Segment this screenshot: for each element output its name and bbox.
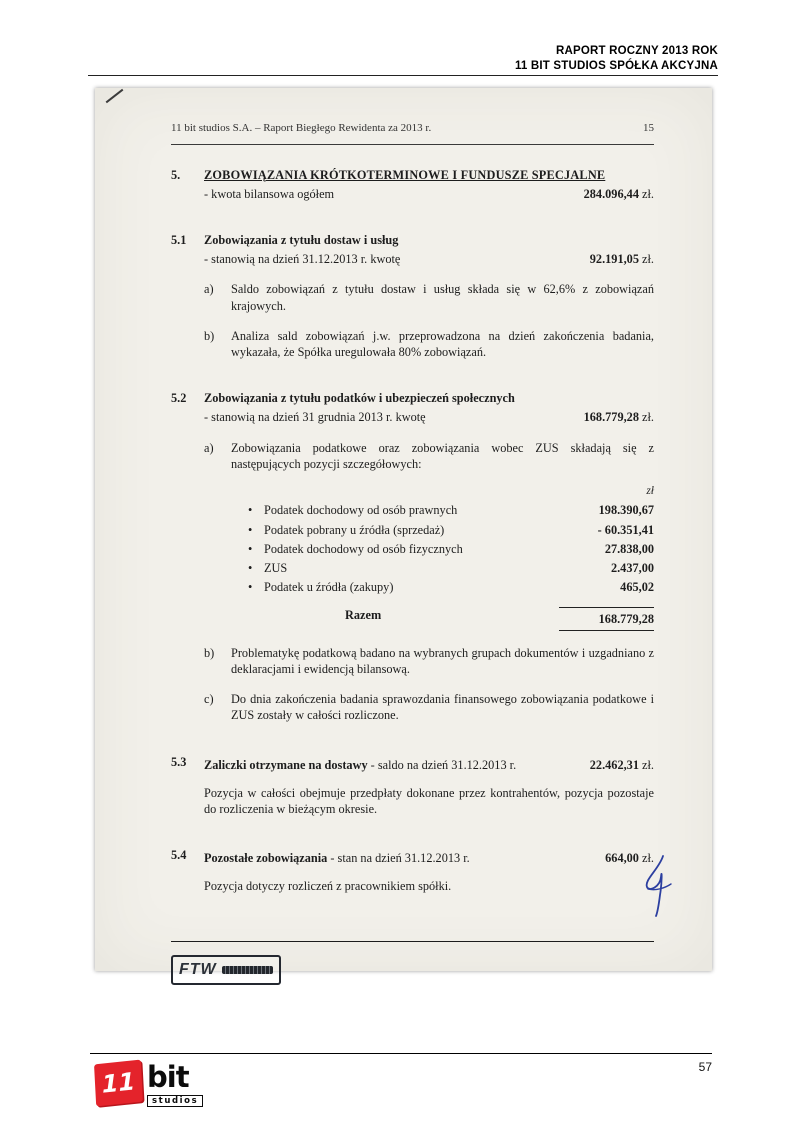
logo-studios-text: studios: [147, 1095, 203, 1107]
tax-row-label: • Podatek dochodowy od osób fizycznych: [264, 541, 463, 556]
section-title: ZOBOWIĄZANIA KRÓTKOTERMINOWE I FUNDUSZE SPECJALNE: [204, 167, 606, 182]
section-number: 5.2: [171, 391, 187, 406]
scan-page-number: 15: [643, 122, 654, 134]
item-letter: b): [204, 328, 215, 343]
section-5-4: [171, 847, 654, 894]
signature: [636, 853, 674, 919]
header-rule: [88, 75, 718, 76]
section-title-inline: Pozostałe zobowiązania - stan na dzień 31.12.2013 r.: [204, 851, 470, 866]
section-title: Zobowiązania z tytułu podatków i ubezpieczeń społecznych: [204, 391, 515, 406]
scan-corner-artifact: [106, 89, 124, 104]
section-5-1: [171, 232, 654, 360]
tax-row: [248, 579, 654, 595]
tax-table: [248, 484, 654, 630]
logo-11-text: 11: [101, 1067, 136, 1099]
tax-row-value: 465,02: [620, 580, 654, 595]
scan-content: [171, 121, 654, 985]
list-item-a: [204, 281, 654, 313]
tax-row-label: • Podatek pobrany u źródła (sprzedaż): [264, 522, 445, 537]
amount-value: 168.779,28 zł.: [583, 410, 654, 425]
amount-value: 664,00 zł.: [605, 851, 654, 866]
section-paragraph: Pozycja dotyczy rozliczeń z pracownikiem spółki.: [204, 879, 452, 894]
tax-row: [248, 522, 654, 538]
logo-wordmark: [147, 1060, 203, 1108]
item-letter: a): [204, 282, 214, 297]
item-text: Saldo zobowiązań z tytułu dostaw i usług składa się w 62,6% z zobowiązań krajowych.: [231, 282, 654, 313]
scan-page-header: [171, 121, 654, 136]
section-paragraph: Pozycja w całości obejmuje przedpłaty dokonane przez kontrahentów, pozycja pozostaje do rozliczenia w bieżącym okresie.: [204, 785, 654, 816]
item-letter: c): [204, 692, 214, 707]
tax-row-label: • Podatek dochodowy od osób prawnych: [264, 503, 458, 518]
stamp-fine-print: [222, 966, 273, 974]
section-number: 5.4: [171, 848, 187, 863]
item-letter: b): [204, 645, 215, 660]
total-label: Razem: [345, 608, 382, 623]
list-item-b: [204, 645, 654, 677]
tax-row-label: • Podatek u źródła (zakupy): [264, 580, 394, 595]
list-item-b: [204, 328, 654, 360]
section-title: Zobowiązania z tytułu dostaw i usług: [204, 232, 399, 247]
company-logo: [95, 1062, 203, 1108]
tax-row: [248, 560, 654, 576]
item-text: Zobowiązania podatkowe oraz zobowiązania wobec ZUS składają się z następujących pozycji szczegółowych:: [231, 440, 654, 471]
logo-bit-text: bit: [147, 1060, 189, 1094]
section-5-3: [171, 754, 654, 818]
scan-header-rule: [171, 144, 654, 145]
section-number: 5.: [171, 167, 181, 182]
section-subtitle: - stanowią na dzień 31.12.2013 r. kwotę: [204, 252, 401, 267]
section-subtitle: - kwota bilansowa ogółem: [204, 186, 335, 201]
tax-row-label: • ZUS: [264, 560, 288, 575]
tax-row-value: 198.390,67: [598, 503, 654, 518]
tax-row-value: - 60.351,41: [597, 522, 654, 537]
tax-row: [248, 541, 654, 557]
auditor-stamp: [171, 955, 281, 985]
scan-doc-title: 11 bit studios S.A. – Raport Biegłego Rewidenta za 2013 r.: [171, 122, 432, 134]
item-text: Problematykę podatkową badano na wybranych grupach dokumentów i uzgadniano z deklaracjami i ewidencją bilansową.: [231, 645, 654, 676]
tax-total-row: [248, 607, 654, 630]
scanned-document: [95, 88, 712, 978]
list-item-c: [204, 691, 654, 723]
item-text: Do dnia zakończenia badania sprawozdania finansowego zobowiązania podatkowe i ZUS zostały w całości rozliczone.: [231, 692, 654, 723]
currency-unit-label: zł: [646, 485, 654, 498]
amount-value: 22.462,31 zł.: [589, 757, 654, 772]
report-header-line-1: RAPORT ROCZNY 2013 ROK: [555, 45, 718, 57]
amount-value: 92.191,05 zł.: [589, 252, 654, 267]
footer-rule: [90, 1053, 712, 1054]
scan-bottom-rule: [171, 941, 654, 942]
section-title-inline: Zaliczki otrzymane na dostawy - saldo na dzień 31.12.2013 r.: [204, 757, 517, 772]
list-item-a: [204, 440, 654, 472]
item-text: Analiza sald zobowiązań j.w. przeprowadzona na dzień zakończenia badania, wykazała, że Spółka uregulowała 80% zobowiązań.: [231, 328, 654, 360]
section-number: 5.3: [171, 754, 187, 769]
section-subtitle: - stanowią na dzień 31 grudnia 2013 r. kwotę: [204, 410, 426, 425]
tax-row-value: 2.437,00: [610, 560, 654, 575]
section-number: 5.1: [171, 232, 187, 247]
logo-11-mark: [94, 1060, 143, 1107]
report-header: [88, 44, 718, 74]
tax-row-value: 27.838,00: [604, 541, 654, 556]
tax-row: [248, 502, 654, 518]
section-5: [171, 167, 654, 202]
amount-value: 284.096,44 zł.: [583, 186, 654, 201]
stamp-text: FTW: [179, 960, 217, 978]
item-letter: a): [204, 440, 214, 455]
page-number: 57: [698, 1060, 712, 1074]
total-value: 168.779,28: [559, 607, 654, 630]
report-header-line-2: 11 BIT STUDIOS SPÓŁKA AKCYJNA: [514, 59, 718, 72]
section-5-2: [171, 390, 654, 723]
